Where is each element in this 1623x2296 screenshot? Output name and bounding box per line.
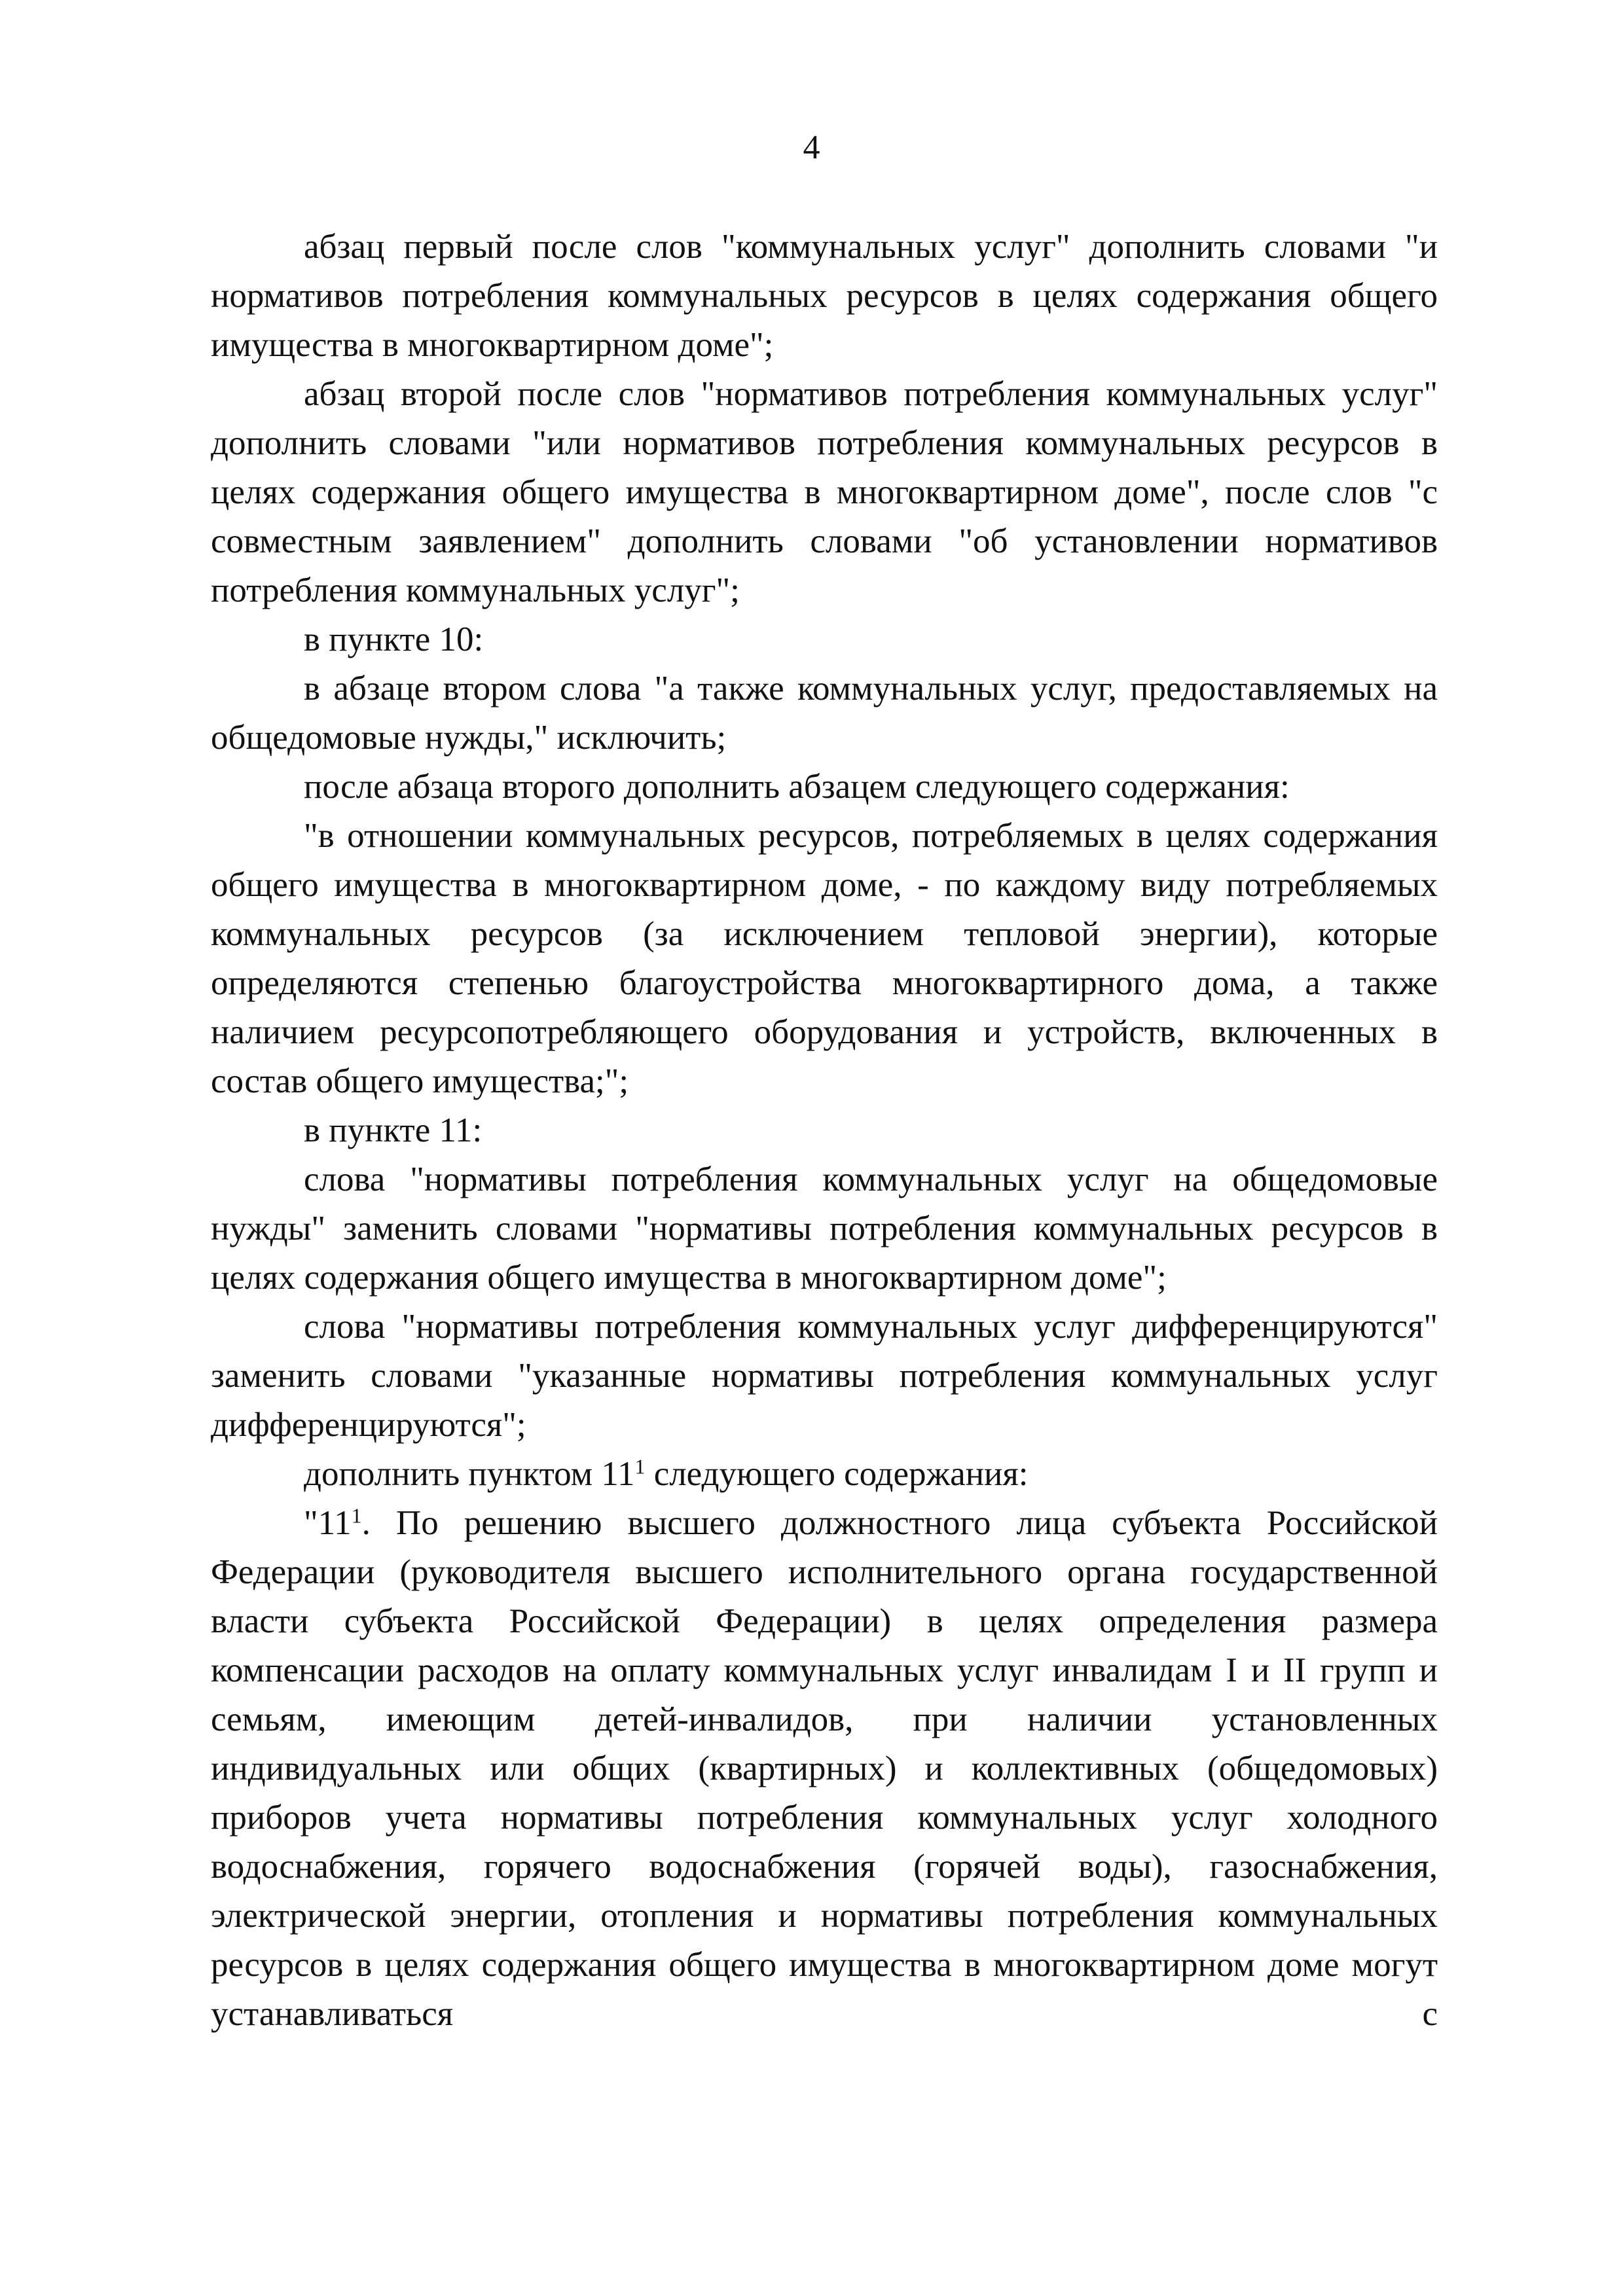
paragraph: в пункте 10: <box>304 620 484 658</box>
paragraph-text: дополнить пунктом 11 <box>304 1455 635 1493</box>
page-number: 4 <box>803 129 820 166</box>
document-body <box>211 223 1438 2039</box>
paragraph: абзац второй после слов "нормативов потребления коммунальных услуг" дополнить словами "или нормативов потребления коммунальных ресурсов в целях содержания общего имущества в многоквартирном доме", после слов "с совместным заявлением" дополнить словами "об установлении нормативов потребления коммунальных услуг"; <box>211 375 1438 609</box>
paragraph: "в отношении коммунальных ресурсов, потребляемых в целях содержания общего имущества в многоквартирном доме, - по каждому виду потребляемых коммунальных ресурсов (за исключением тепловой энергии), которые определяются степенью благоустройства многоквартирного дома, а также наличием ресурсопотребляющего оборудования и устройств, включенных в состав общего имущества;"; <box>211 817 1438 1100</box>
superscript: 1 <box>634 1454 646 1479</box>
paragraph: в пункте 11: <box>304 1111 483 1149</box>
paragraph <box>211 1450 1438 1499</box>
paragraph: после абзаца второго дополнить абзацем следующего содержания: <box>304 768 1290 806</box>
paragraph: слова "нормативы потребления коммунальных услуг на общедомовые нужды" заменить словами "нормативы потребления коммунальных ресурсов в целях содержания общего имущества в многоквартирном доме"; <box>211 1160 1438 1297</box>
paragraph-text: "11 <box>304 1504 352 1542</box>
paragraph: в абзаце втором слова "а также коммунальных услуг, предоставляемых на общедомовые нужды," исключить; <box>211 670 1438 757</box>
paragraph-text: . По решению высшего должностного лица субъекта Российской Федерации (руководителя высшего исполнительного органа государственной власти субъекта Российской Федерации) в целях определения размера компенсации расходов на оплату коммунальных услуг инвалидам I и II групп и семьям, имеющим детей-инвалидов, при наличии установленных индивидуальных или общих (квартирных) и коллективных (общедомовых) приборов учета нормативы потребления коммунальных услуг холодного водоснабжения, горячего водоснабжения (горячей воды), газоснабжения, электрической энергии, отопления и нормативы потребления коммунальных ресурсов в целях содержания общего имущества в многоквартирном доме могут устанавливаться с <box>211 1504 1438 2033</box>
superscript: 1 <box>351 1503 362 1528</box>
paragraph-text: следующего содержания: <box>645 1455 1029 1493</box>
paragraph: абзац первый после слов "коммунальных услуг" дополнить словами "и нормативов потребления коммунальных ресурсов в целях содержания общего имущества в многоквартирном доме"; <box>211 228 1438 364</box>
paragraph: слова "нормативы потребления коммунальных услуг дифференцируются" заменить словами "указанные нормативы потребления коммунальных услуг дифференцируются"; <box>211 1308 1438 1444</box>
paragraph <box>211 1499 1438 2039</box>
